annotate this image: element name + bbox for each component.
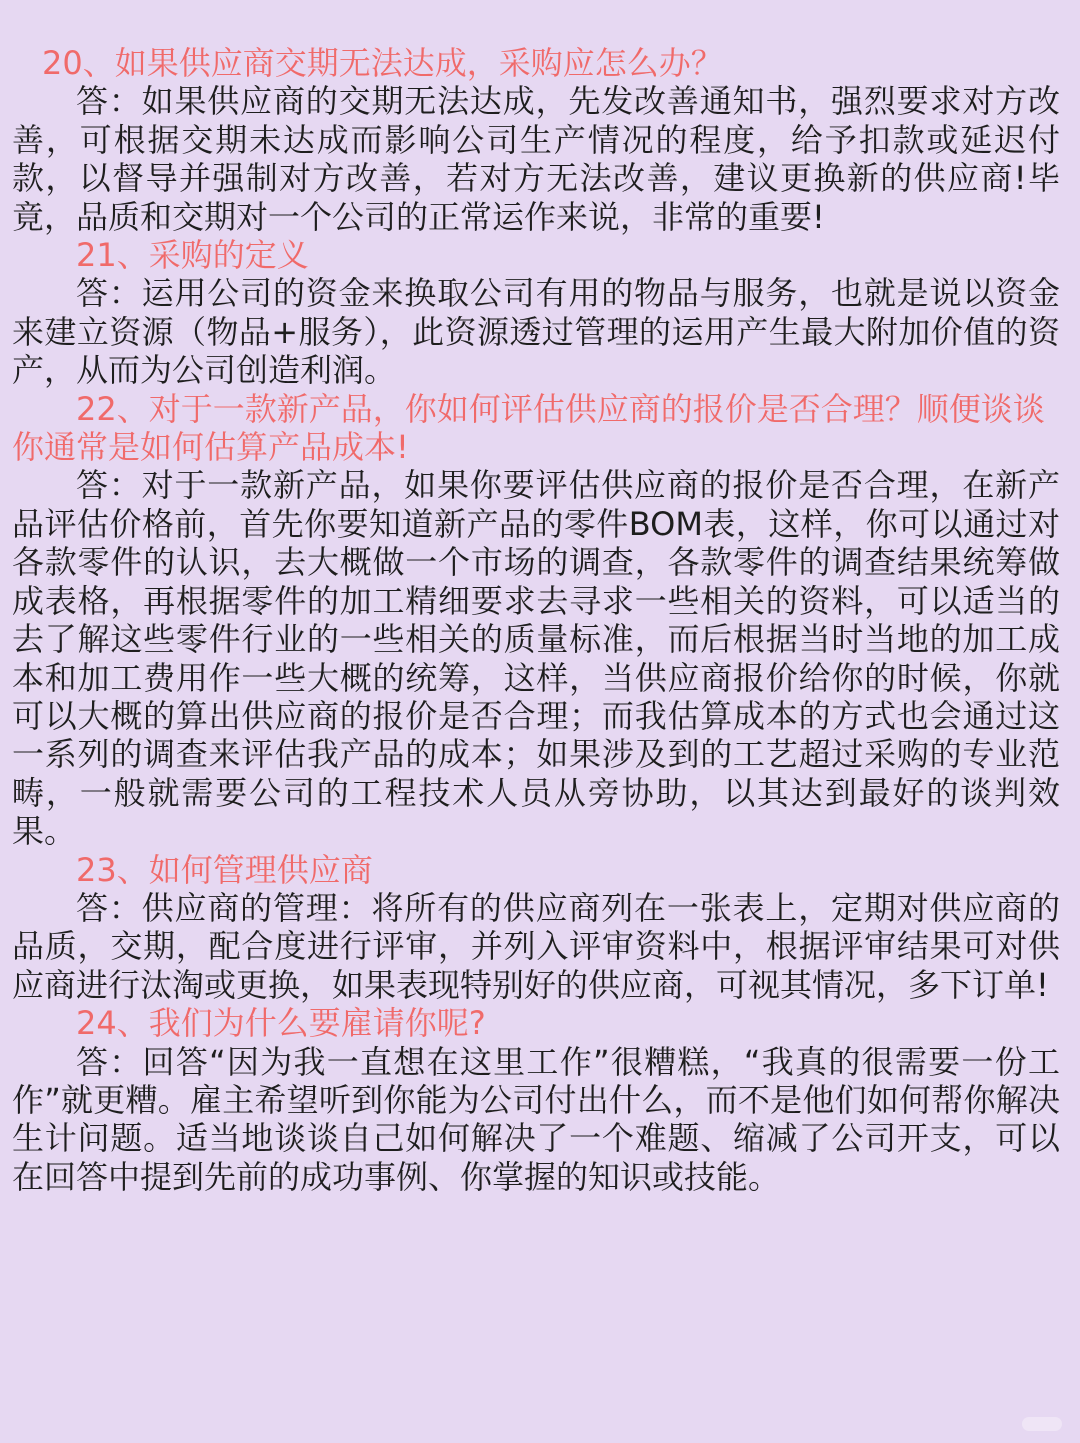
qa-item-20	[12, 44, 1060, 236]
answer-text: 答：对于一款新产品，如果你要评估供应商的报价是否合理，在新产品评估价格前，首先你要知道新产品的零件BOM表，这样，你可以通过对各款零件的认识，去大概做一个市场的调查，各款零件的调查结果统筹做成表格，再根据零件的加工精细要求去寻求一些相关的资料，可以适当的去了解这些零件行业的一些相关的质量标准，而后根据当时当地的加工成本和加工费用作一些大概的统筹，这样，当供应商报价给你的时候，你就可以大概的算出供应商的报价是否合理；而我估算成本的方式也会通过这一系列的调查来评估我产品的成本；如果涉及到的工艺超过采购的专业范畴，一般就需要公司的工程技术人员从旁协助，以其达到最好的谈判效果。	[12, 466, 1060, 851]
answer-text: 答：如果供应商的交期无法达成，先发改善通知书，强烈要求对方改善，可根据交期未达成而影响公司生产情况的程度，给予扣款或延迟付款，以督导并强制对方改善，若对方无法改善，建议更换新的供应商!毕竟，品质和交期对一个公司的正常运作来说，非常的重要!	[12, 82, 1060, 236]
question-heading: 22、对于一款新产品，你如何评估供应商的报价是否合理？顺便谈谈你通常是如何估算产品成本!	[12, 389, 1045, 467]
question-heading: 24、我们为什么要雇请你呢?	[76, 1004, 486, 1043]
question-heading: 23、如何管理供应商	[76, 850, 373, 889]
qa-item-23	[12, 851, 1060, 1005]
qa-item-21	[12, 236, 1060, 390]
qa-item-24	[12, 1004, 1060, 1196]
answer-text: 答：供应商的管理：将所有的供应商列在一张表上，定期对供应商的品质，交期，配合度进行评审，并列入评审资料中，根据评审结果可对供应商进行汰淘或更换，如果表现特别好的供应商，可视其情况，多下订单!	[12, 888, 1060, 1004]
answer-text: 答：回答“因为我一直想在这里工作”很糟糕，“我真的很需要一份工作”就更糟。雇主希望听到你能为公司付出什么，而不是他们如何帮你解决生计问题。适当地谈谈自己如何解决了一个难题、缩减了公司开支，可以在回答中提到先前的成功事例、你掌握的知识或技能。	[12, 1042, 1060, 1196]
qa-document	[12, 44, 1060, 1196]
qa-item-22	[12, 390, 1060, 851]
watermark-mark	[1022, 1417, 1062, 1431]
question-heading: 21、采购的定义	[76, 236, 309, 275]
answer-text: 答：运用公司的资金来换取公司有用的物品与服务，也就是说以资金来建立资源（物品+服务），此资源透过管理的运用产生最大附加价值的资产，从而为公司创造利润。	[12, 274, 1060, 390]
question-heading: 20、如果供应商交期无法达成，采购应怎么办？	[42, 44, 723, 82]
